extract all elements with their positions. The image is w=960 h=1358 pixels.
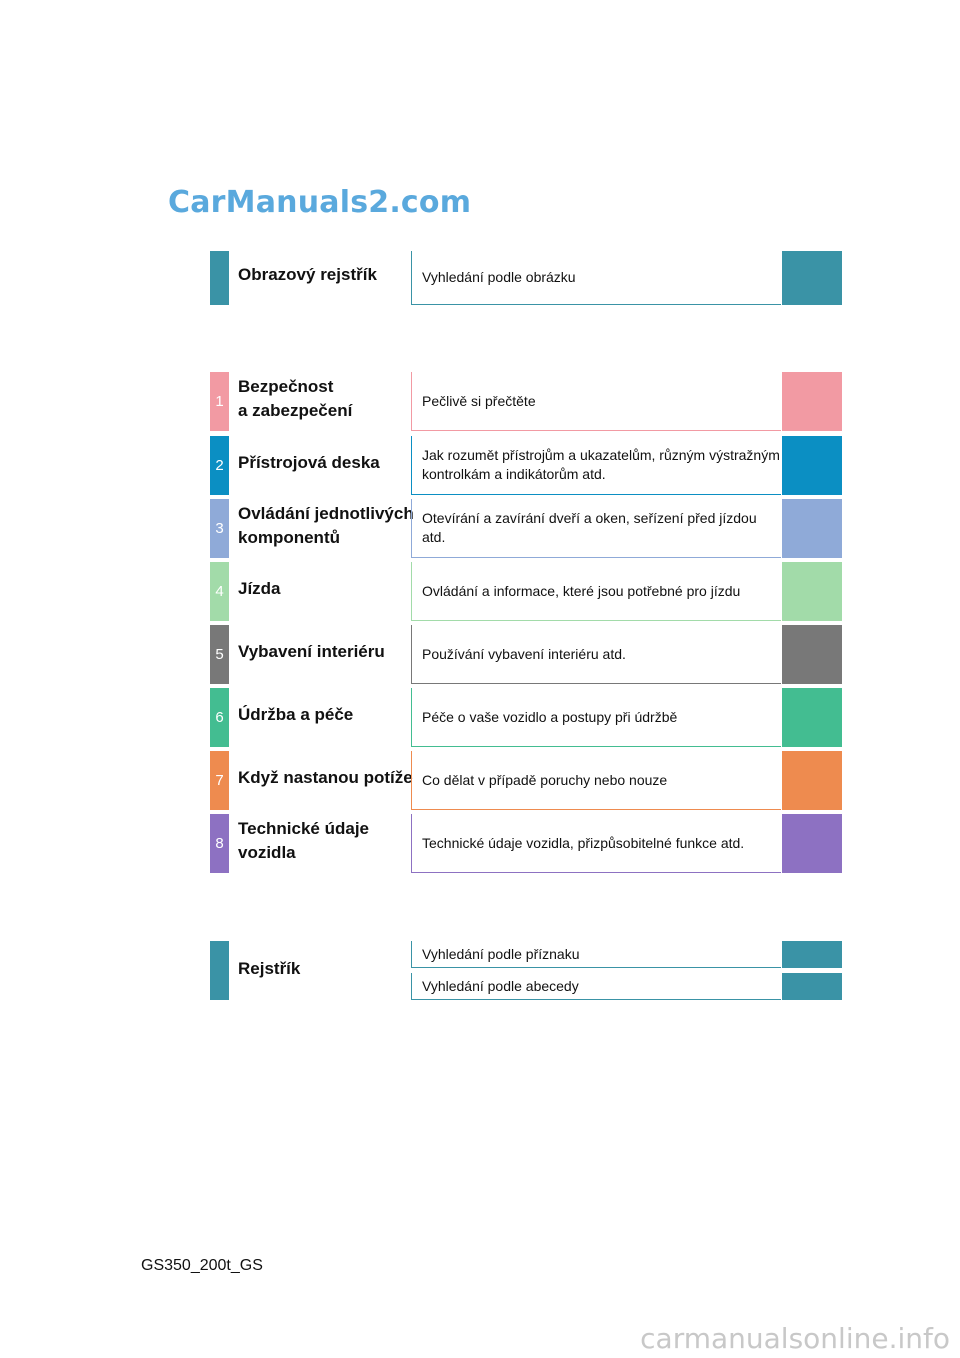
chapter-desc[interactable] (411, 814, 781, 873)
chapter-desc[interactable] (411, 436, 781, 495)
chapter-number: 8 (210, 814, 229, 873)
chapter-number: 6 (210, 688, 229, 747)
chapter-title (238, 766, 413, 790)
chapter-title-line: Přístrojová deska (238, 453, 380, 472)
chapter-tab[interactable] (782, 688, 842, 747)
chapter-row-3[interactable] (210, 499, 842, 558)
chapter-title-line: vozidla (238, 843, 296, 862)
chapter-row-8[interactable] (210, 814, 842, 873)
chapter-desc[interactable] (411, 562, 781, 621)
chapter-desc-line: Používání vybavení interiéru atd. (422, 645, 626, 662)
chapter-title-line: Údržba a péče (238, 705, 354, 724)
chapter-desc[interactable] (411, 625, 781, 684)
index-alphabet-link[interactable] (411, 973, 781, 1000)
chapter-number: 5 (210, 625, 229, 684)
chapter-title-line: Vybavení interiéru (238, 642, 385, 661)
chapter-number: 7 (210, 751, 229, 810)
chapter-title-line: Když nastanou potíže (238, 768, 413, 787)
picture-index-bar (210, 251, 229, 305)
chapter-desc-line: Jak rozumět přístrojům a ukazatelům, různým výstražným (422, 447, 780, 463)
index-row[interactable] (210, 941, 842, 1000)
chapter-tab[interactable] (782, 372, 842, 431)
chapter-tab[interactable] (782, 436, 842, 495)
chapter-number: 2 (210, 436, 229, 495)
chapter-number: 3 (210, 499, 229, 558)
chapter-row-1[interactable] (210, 372, 842, 431)
chapter-title-line: a zabezpečení (238, 401, 353, 420)
chapter-row-6[interactable] (210, 688, 842, 747)
chapter-tab[interactable] (782, 499, 842, 558)
chapter-desc[interactable] (411, 688, 781, 747)
chapter-row-7[interactable] (210, 751, 842, 810)
chapter-title (238, 577, 281, 601)
index-symptom-tab[interactable] (782, 941, 842, 968)
chapter-desc-line: Technické údaje vozidla, přizpůsobitelné funkce atd. (422, 834, 745, 851)
footer-model-code: GS350_200t_GS (141, 1257, 263, 1274)
chapter-desc-line: Ovládání a informace, které jsou potřebné pro jízdu (422, 582, 741, 599)
chapter-title (238, 703, 353, 727)
watermark-carmanualsonline: carmanualsonline.info (640, 1322, 950, 1355)
picture-index-title: Obrazový rejstřík (238, 265, 377, 284)
chapter-title-line: Jízda (238, 579, 281, 598)
index-title: Rejstřík (238, 959, 301, 978)
chapter-desc-line: kontrolkám a indikátorům atd. (422, 466, 606, 482)
picture-index-desc-text: Vyhledání podle obrázku (422, 269, 576, 285)
chapter-desc[interactable] (411, 372, 781, 431)
chapter-desc-line: Co dělat v případě poruchy nebo nouze (422, 771, 668, 788)
watermark-carmanuals2: CarManuals2.com (168, 185, 472, 220)
chapter-row-2[interactable] (210, 436, 842, 495)
chapter-tab[interactable] (782, 814, 842, 873)
chapter-title (238, 817, 369, 865)
picture-index-desc[interactable] (411, 251, 781, 305)
chapter-title (238, 640, 385, 664)
chapter-row-5[interactable] (210, 625, 842, 684)
index-alphabet-text: Vyhledání podle abecedy (422, 977, 579, 994)
picture-index-tab[interactable] (782, 251, 842, 305)
chapter-desc[interactable] (411, 751, 781, 810)
chapter-number: 4 (210, 562, 229, 621)
chapter-title-line: Technické údaje (238, 819, 370, 838)
chapter-tab[interactable] (782, 562, 842, 621)
index-symptom-link[interactable] (411, 941, 781, 968)
chapter-tab[interactable] (782, 625, 842, 684)
chapter-desc[interactable] (411, 499, 781, 558)
chapter-tab[interactable] (782, 751, 842, 810)
chapter-title-line: Ovládání jednotlivých (238, 504, 414, 523)
index-bar (210, 941, 229, 1000)
chapter-title (238, 502, 414, 550)
chapter-title (238, 375, 352, 423)
index-symptom-text: Vyhledání podle příznaku (422, 945, 580, 962)
chapter-title (238, 451, 380, 475)
chapter-number: 1 (210, 372, 229, 431)
chapter-title-line: Bezpečnost (238, 377, 334, 396)
chapter-desc-line: Otevírání a zavírání dveří a oken, seřízení před jízdou atd. (422, 510, 757, 545)
chapter-title-line: komponentů (238, 528, 340, 547)
index-alphabet-tab[interactable] (782, 973, 842, 1000)
picture-index-row[interactable] (210, 251, 842, 305)
chapter-desc-line: Pečlivě si přečtěte (422, 392, 536, 409)
chapter-row-4[interactable] (210, 562, 842, 621)
chapter-desc-line: Péče o vaše vozidlo a postupy při údržbě (422, 708, 678, 725)
